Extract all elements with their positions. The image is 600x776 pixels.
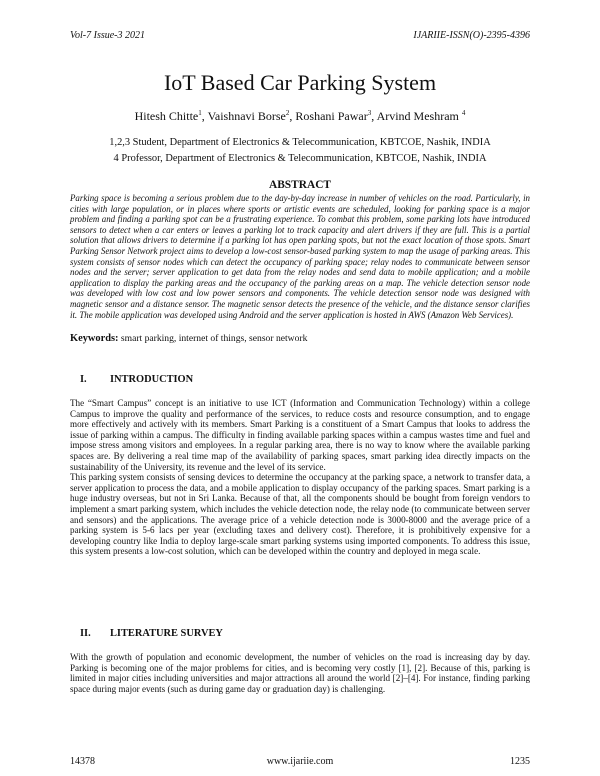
abstract-text: Parking space is becoming a serious problem due to the day-by-day increase in number of vehicles on the road. Particularly, in cities with large population, or in places where sports or artistic events are scheduled, looking for parking space is a major problem and finding a parking spot can be a frustrating experience. To combat this problem, some parking lots have introduced sensors to detect when a car enters or leaves a parking lot to track capacity and alert drivers if they are full. This is a partial solution that allows drivers to determine if a parking lot has open parking spots, but not the exact location of those spots. Smart Parking Sensor Network project aims to develop a low-cost sensor-based parking system to map the usage of parking areas. This system consists of sensor nodes which can detect the occupancy of parking space; relay nodes to communicate between sensor nodes and the server; server application to get data from the relay nodes and send data to mobile application; and a mobile application to display the parking areas and the occupancy of the parking areas on a map. The vehicle detection sensor node was developed with low cost and low power sensors and components. The vehicle detection sensor node was designed with magnetic sensor and a distance sensor. The magnetic sensor detects the presence of the vehicle, and the distance sensor clarifies it. The mobile application was developed using Android and the server application is hosted in AWS (Amazon Web Services). <box>70 193 530 320</box>
paragraph: With the growth of population and economic development, the number of vehicles on the road is increasing day by day. Parking is becoming one of the major problems for cities, and is becoming very costly [1], [2]. Because of this, parking is limited in major cities including universities and major attractions all around the world [2]–[4]. For instance, finding parking space during major events (such as during game day or graduation day) is challenging. <box>70 652 530 694</box>
section-number: II. <box>80 628 91 639</box>
author-sup: 1 <box>198 109 202 117</box>
author-name: Roshani Pawar <box>295 109 368 123</box>
author-list: Hitesh Chitte$^1$, Vaishnavi Borse$^2$, Roshani Pawar$^3$, Arvind Meshram $^4$ <box>134 109 466 123</box>
literature-survey-body <box>70 652 530 694</box>
section-title: INTRODUCTION <box>110 374 194 385</box>
affiliation-students: 1,2,3 Student, Department of Electronics & Telecommunication, KBTCOE, Nashik, INDIA <box>109 137 491 148</box>
author-sup: 3 <box>367 109 372 117</box>
keywords-text: smart parking, internet of things, sensor network <box>118 333 308 344</box>
volume-info: Vol-7 Issue-3 2021 <box>70 30 145 41</box>
journal-website: www.ijariie.com <box>266 756 334 767</box>
abstract-heading: ABSTRACT <box>268 179 332 191</box>
author-sup: 4 <box>461 109 466 117</box>
author-sup: 2 <box>285 109 290 117</box>
affiliation-professor: 4 Professor, Department of Electronics & Telecommunication, KBTCOE, Nashik, INDIA <box>113 153 487 164</box>
introduction-body <box>70 398 530 557</box>
page-number: 1235 <box>510 756 530 767</box>
section-title: LITERATURE SURVEY <box>110 628 223 639</box>
section-number: I. <box>80 374 87 385</box>
section-heading-introduction <box>80 374 193 385</box>
paper-title: IoT Based Car Parking System <box>163 70 437 95</box>
paper-number: 14378 <box>70 756 95 767</box>
keywords-label: Keywords: <box>70 333 119 344</box>
section-heading-literature-survey <box>80 628 223 639</box>
keywords-line <box>70 333 530 344</box>
author-name: Hitesh Chitte <box>134 109 199 123</box>
paragraph: This parking system consists of sensing devices to determine the occupancy at the parking space, a network to transfer data, a server application to process the data, and a mobile application to display occupancy of the parking spaces. Smart parking is a huge industry overseas, but not in Sri Lanka. Because of that, all the components should be bought from foreign vendors to implement a smart parking system, which includes the vehicle detection node, the relay node (to communicate between server and sensors) and the applications. The average price of a vehicle detection node is 3000-8000 and the average price of a parking system is 5-6 lacs per year (excluding taxes and delivery cost). Therefore, it is prohibitively expensive for a developing country like India to deploy large-scale smart parking systems using imported components. To address this issue, this system presents a low-cost solution, which can be developed within the country and deployed in mega scale. <box>70 472 530 557</box>
paragraph: The “Smart Campus” concept is an initiative to use ICT (Information and Communication Technology) within a college Campus to improve the quality and performance of the services, to reduce costs and resource consumption, and to engage more effectively and actively with its members. Smart Parking is a constituent of a Smart Campus that looks to address the issue of parking within a campus. The difficulty in finding available parking spaces within a campus wastes time and fuel and impose stress among visitors and employees. In a regular parking area, there is no way to know where the available parking spaces are. By delivering a real time map of the availability of parking spaces, smart parking idea directly impacts on the sustainability of the University, its revenue and the level of its service. <box>70 398 530 472</box>
author-name: Vaishnavi Borse <box>207 109 286 123</box>
issn-info: IJARIIE-ISSN(O)-2395-4396 <box>413 30 530 41</box>
author-name: Arvind Meshram <box>376 109 459 123</box>
